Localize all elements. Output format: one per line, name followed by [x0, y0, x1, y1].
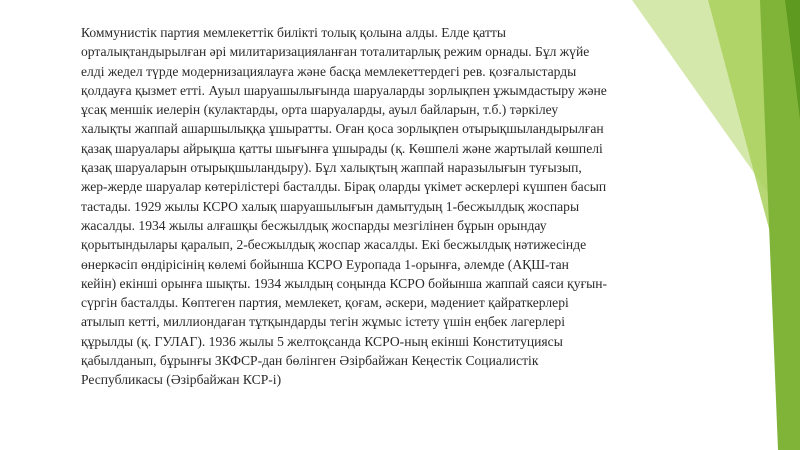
paragraph-line: жер-жерде шаруалар көтерілістері басталды. Бірақ оларды үкімет әскерлері күшпен басып [81, 179, 607, 195]
paragraph-line: атылып кетті, миллиондаған тұтқындарды тегін жұмыс істету үшін еңбек лагерлері [81, 314, 565, 330]
paragraph-line: қолдауға қызмет етті. Ауыл шаруашылығында шаруаларды зорлықпен ұжымдастыру және [81, 82, 607, 98]
paragraph-line: орталықтандырылған әрі милитаризацияланған тоталитарлық режим орнады. Бұл жүйе [81, 44, 590, 60]
paragraph-line: халықты жаппай ашаршылыққа ұшыратты. Оған қоса зорлықпен отырықшыландырылған [81, 121, 604, 137]
paragraph-line: сүргін басталды. Көптеген партия, мемлекет, қоғам, әскери, мәдениет қайраткерлері [81, 295, 569, 311]
paragraph-line: қазақ шаруаларын отырықшыландыру). Бұл халықтың жаппай наразылығын туғызып, [81, 160, 582, 176]
paragraph-line: елді жедел түрде модернизациялауға және басқа мемлекеттердегі рев. қозғалыстарды [81, 63, 577, 79]
paragraph-line: қазақ шаруалары айрықша қатты шығынға ұшырады (қ. Көшпелі және жартылай көшпелі [81, 140, 603, 156]
paragraph-line: Республикасы (Әзірбайжан КСР-і) [81, 372, 282, 388]
paragraph-line: тастады. 1929 жылы КСРО халық шаруашылығын дамытудың 1-бесжылдық жоспары [81, 198, 580, 214]
paragraph-line: құрылды (қ. ГУЛАГ). 1936 жылы 5 желтоқсанда КСРО-ның екінші Конституциясы [81, 333, 563, 349]
paragraph-line: жасалды. 1934 жылы алғашқы бесжылдық жоспарды мезгілінен бұрын орындау [81, 217, 547, 233]
paragraph-line: өнеркәсіп өндірісінің көлемі бойынша КСРО Еуропада 1-орынға, әлемде (АҚШ-тан [81, 256, 569, 272]
paragraph-line: қабылданып, бұрынғы ЗКФСР-дан бөлінген Әзірбайжан Кеңестік Социалистік [81, 353, 539, 369]
body-paragraph [81, 23, 729, 390]
paragraph-line: қорытындылары қаралып, 2-бесжылдық жоспар жасалды. Екі бесжылдық нәтижесінде [81, 237, 587, 253]
paragraph-line: кейін) екінші орынға шықты. 1934 жылдың соңында КСРО бойынша жаппай саяси қуғын- [81, 275, 608, 291]
paragraph-line: ұсақ меншік иелерін (кулактарды, орта шаруаларды, ауыл байларын, т.б.) тәркілеу [81, 102, 559, 118]
paragraph-line: Коммунистік партия мемлекеттік билікті толық қолына алды. Елде қатты [81, 25, 506, 40]
